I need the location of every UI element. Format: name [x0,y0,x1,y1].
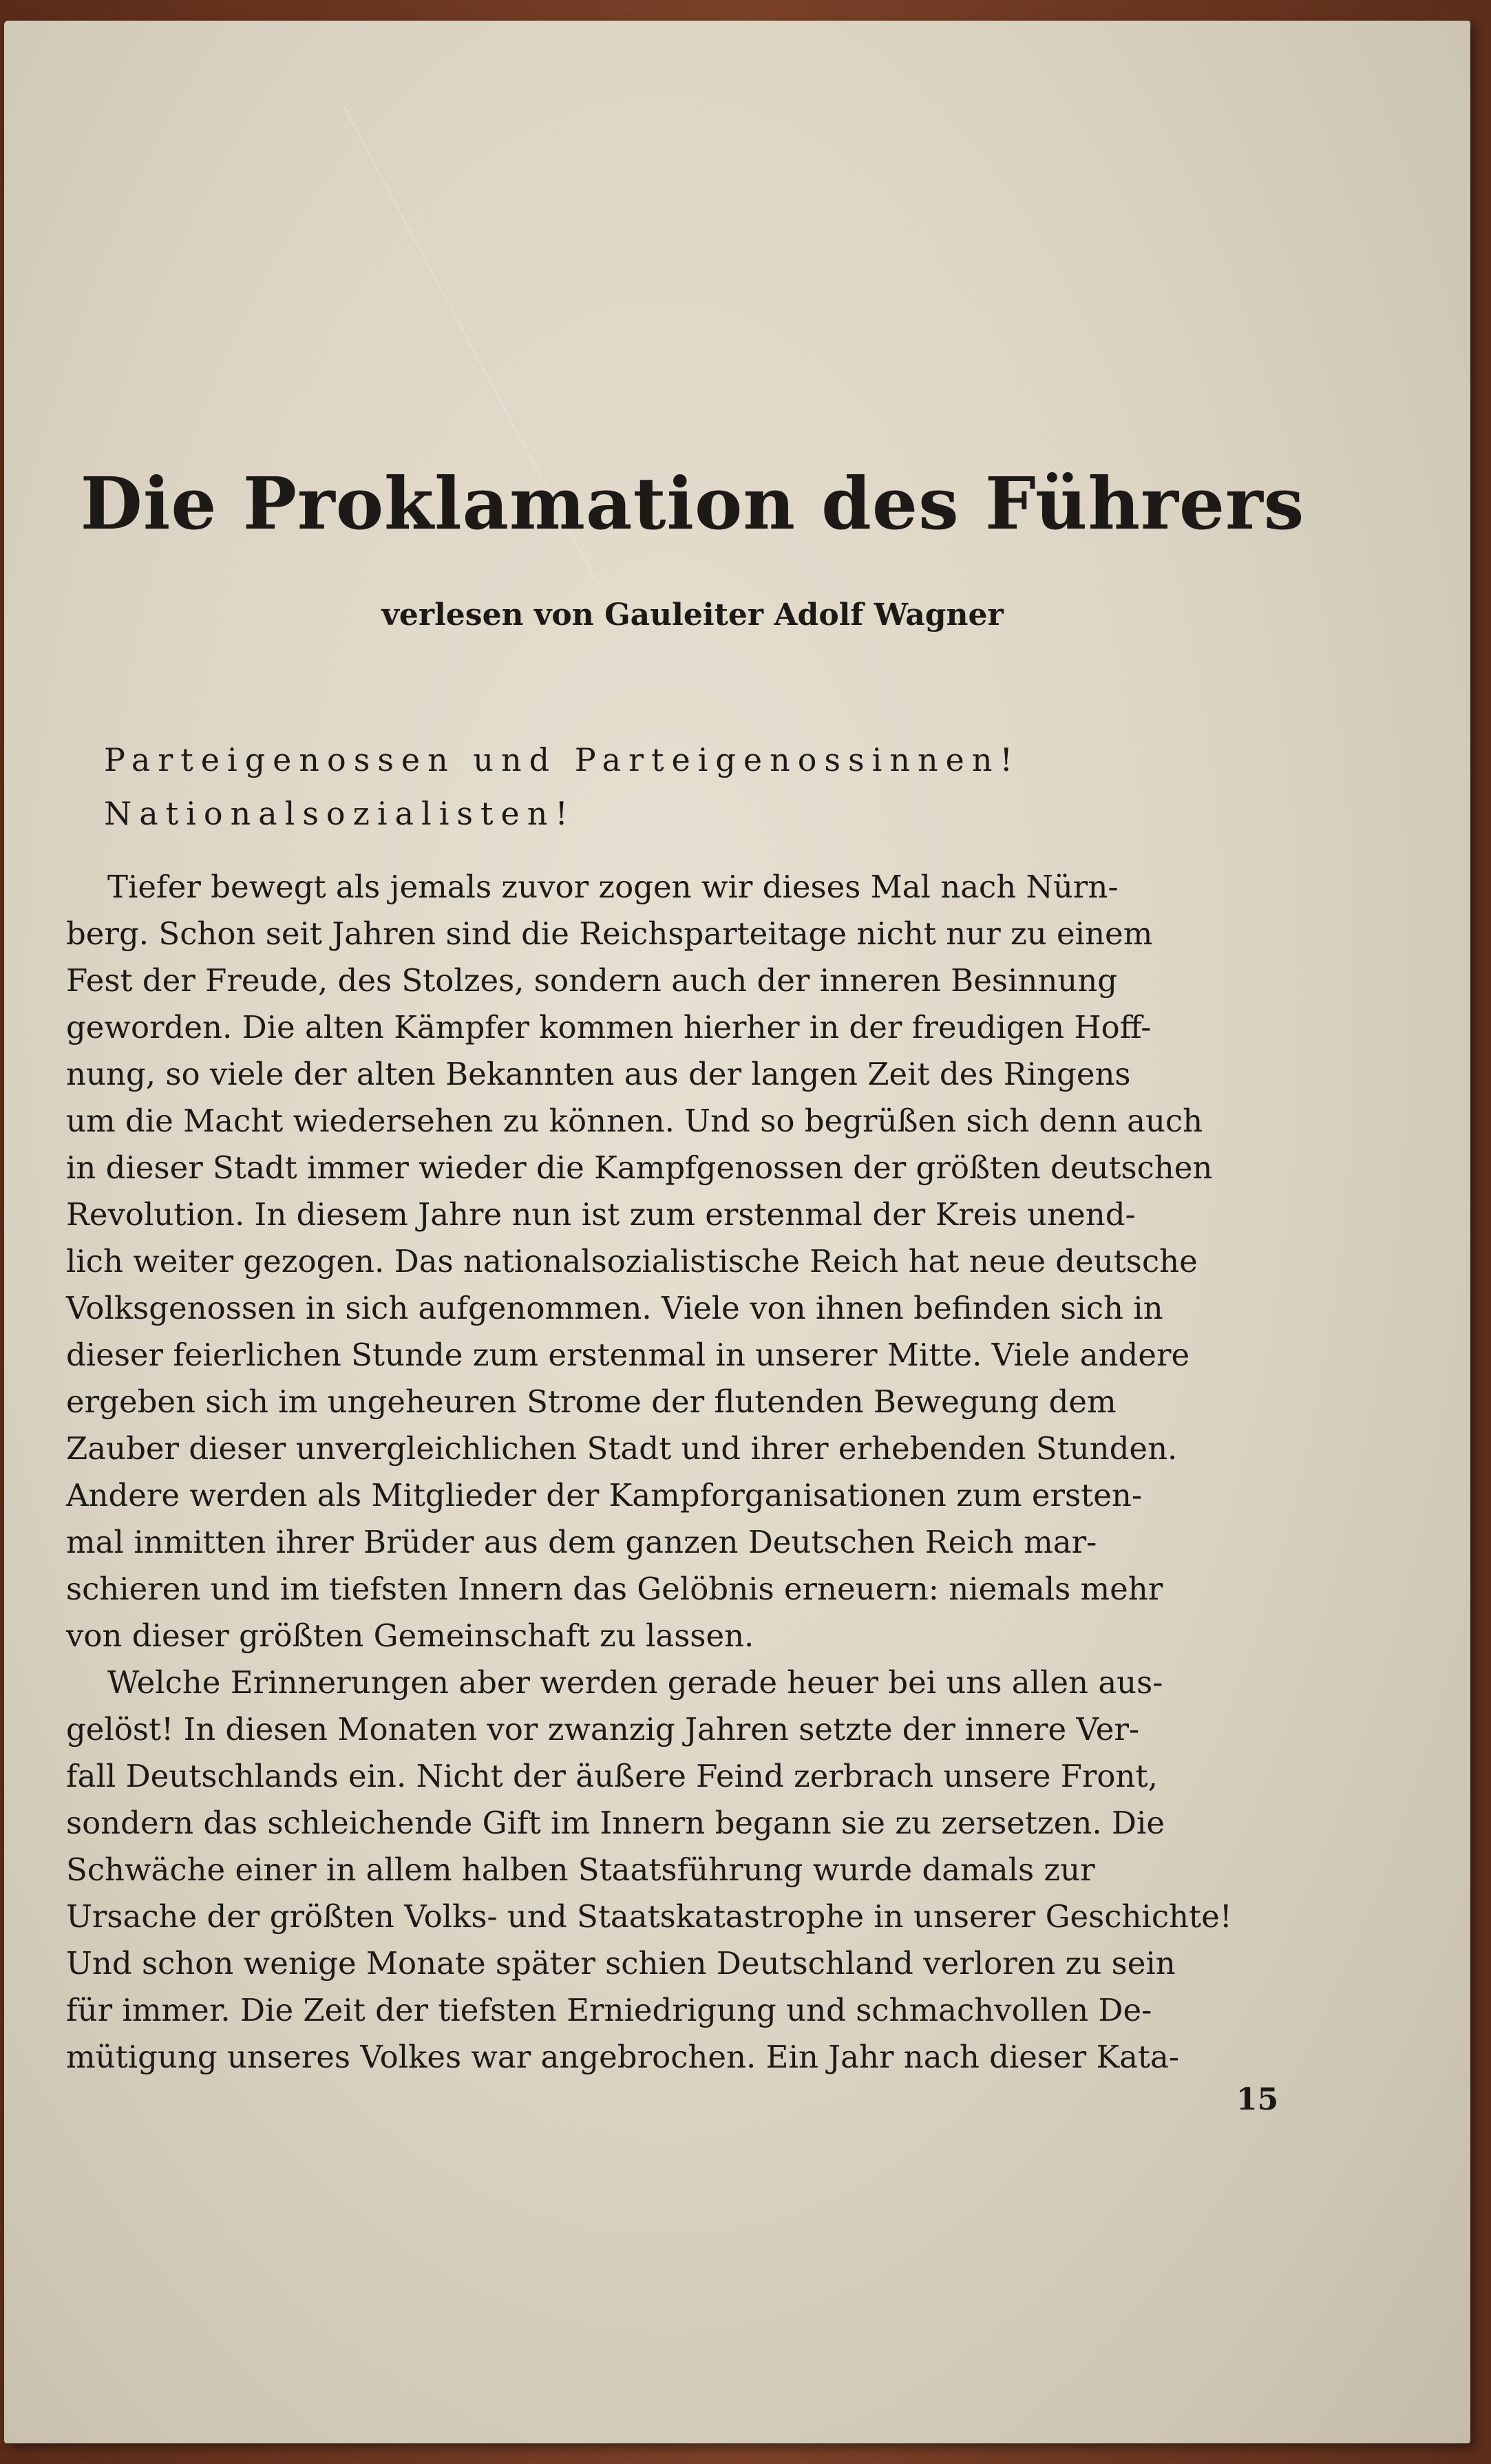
page-title: Die Proklamation des Führers [80,461,1305,546]
salutation-block [104,733,1020,840]
page-subtitle: verlesen von Gauleiter Adolf Wagner [381,597,1004,633]
paragraph: Tiefer bewegt als jemals zuvor zogen wir dieses Mal nach Nürn- berg. Schon seit Jahren sind die Reichsparteitage nicht nur zu einem Fest der Freude, des Stolzes, sondern auch der inneren Besinnung geworden. Die alten Kämpfer kommen hierher in der freudigen Hoff- nung, so viele der alten Bekannten aus der langen Zeit des Ringens um die Macht wiedersehen zu können. Und so begrüßen sich denn auch in dieser Stadt immer wieder die Kampfgenossen der größten deutschen Revolution. In diesem Jahre nun ist zum erstenmal der Kreis unend- lich weiter gezogen. Das nationalsozialistische Reich hat neue deutsche Volksgenossen in sich aufgenommen. Viele von ihnen befinden sich in dieser feierlichen Stunde zum erstenmal in unserer Mitte. Viele andere ergeben sich im ungeheuren Strome der flutenden Bewegung dem Zauber dieser unvergleichlichen Stadt und ihrer erhebenden Stunden. Andere werden als Mitglieder der Kampforganisationen zum ersten- mal inmitten ihrer Brüder aus dem ganzen Deutschen Reich mar- schieren und im tiefsten Innern das Gelöbnis erneuern: niemals mehr von dieser größten Gemeinschaft zu lassen. [66,869,1213,1654]
salutation-line: Parteigenossen und Parteigenossinnen! [104,741,1020,778]
body-text [66,864,1278,2081]
page-number: 15 [1236,2082,1279,2117]
book-page [4,21,1470,2443]
paragraph: Welche Erinnerungen aber werden gerade heuer bei uns allen aus- gelöst! In diesen Monaten vor zwanzig Jahren setzte der innere Ver- fall Deutschlands ein. Nicht der äußere Feind zerbrach unsere Front, sondern das schleichende Gift im Innern begann sie zu zersetzen. Die Schwäche einer in allem halben Staatsführung wurde damals zur Ursache der größten Volks- und Staatskatastrophe in unserer Geschichte! Und schon wenige Monate später schien Deutschland verloren zu sein für immer. Die Zeit der tiefsten Erniedrigung und schmachvollen De- mütigung unseres Volkes war angebrochen. Ein Jahr nach dieser Kata- [66,1664,1232,2075]
salutation-line: Nationalsozialisten! [104,795,575,832]
